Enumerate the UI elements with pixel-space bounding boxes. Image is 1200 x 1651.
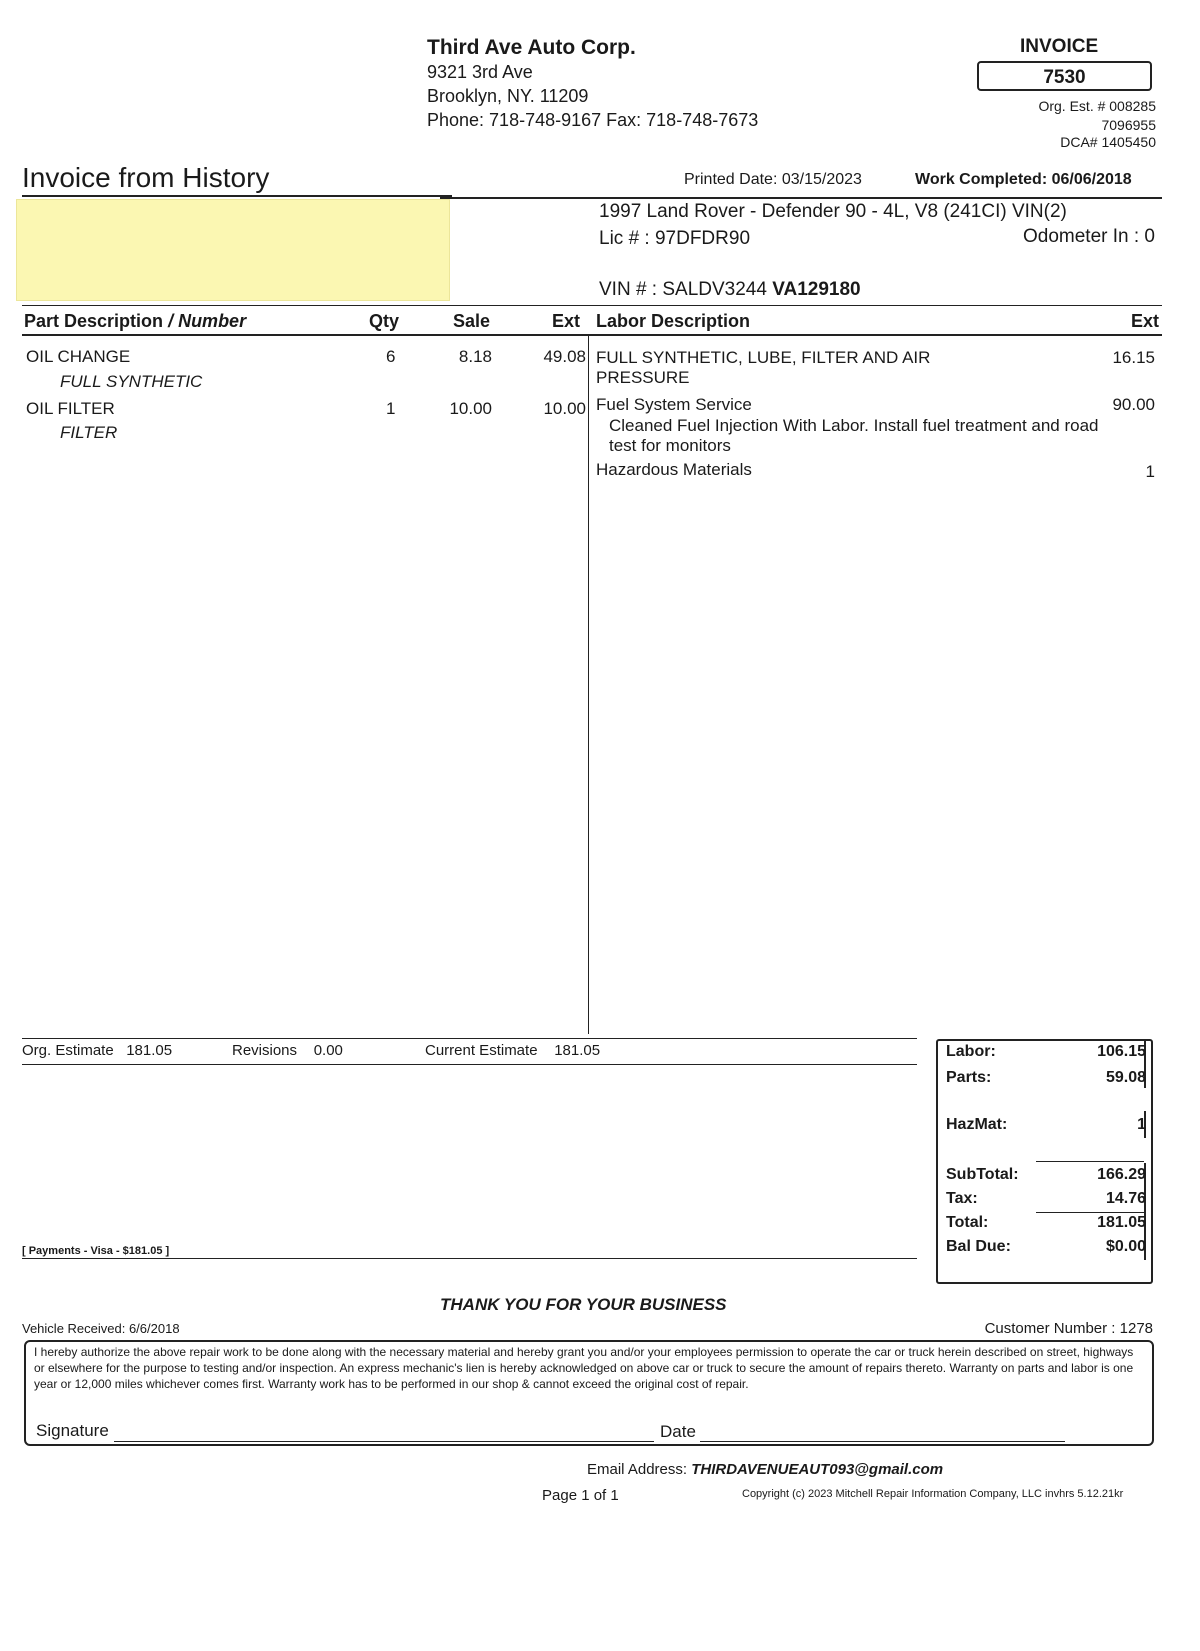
revisions-label: Revisions [232, 1042, 298, 1059]
copyright-notice: Copyright (c) 2023 Mitchell Repair Information Company, LLC invhrs 5.12.21kr [742, 1488, 1124, 1500]
page-number: Page 1 of 1 [542, 1487, 619, 1504]
part-2-qty: 1 [386, 399, 396, 418]
column-header-bottom-rule [22, 334, 1162, 336]
org-estimate-value: 181.05 [126, 1042, 173, 1059]
parts-total-label: Parts: [946, 1069, 992, 1086]
vin-suffix: VA129180 [772, 279, 861, 300]
subtotal-value: 166.29 [1097, 1166, 1146, 1183]
labor-2-detail-line2: test for monitors [609, 436, 731, 455]
qty-header: Qty [369, 311, 400, 331]
revisions [232, 1042, 343, 1059]
vin-prefix: VIN # : SALDV3244 [599, 279, 773, 300]
company-address-line1: 9321 3rd Ave [427, 62, 533, 82]
company-address-line2: Brooklyn, NY. 11209 [427, 86, 589, 106]
subtotal-label: SubTotal: [946, 1166, 1019, 1183]
authorization-text: I hereby authorize the above repair work to be done along with the necessary material and hereby grant you and/or your employees permission to operate the car or truck herein described on street, highways or elsewhere for the purpose to testing and/or inspection. An express mechanic's lien is hereby acknowledged on above car or truck to secure the amount of repairs thereto. Warranty on parts and labor is one year or 12,000 miles whichever comes first. Warranty work has to be performed in our shop & cannot exceed the original cost of repair. [34, 1345, 1134, 1391]
parts-labor-divider [588, 336, 589, 1034]
vehicle-received: Vehicle Received: 6/6/2018 [22, 1321, 180, 1336]
labor-2-ext: 90.00 [1112, 395, 1155, 414]
page-title: Invoice from History [22, 162, 270, 193]
total-rule [1036, 1212, 1144, 1213]
date-line [700, 1441, 1065, 1442]
odometer-in: Odometer In : 0 [1022, 226, 1155, 247]
email-address [587, 1461, 943, 1478]
total-value: 181.05 [1097, 1214, 1146, 1231]
part-1-number: FULL SYNTHETIC [60, 372, 203, 391]
labor-1-ext: 16.15 [1112, 348, 1155, 367]
reference-number: 7096955 [1101, 117, 1156, 133]
part-1-name: OIL CHANGE [26, 347, 131, 366]
part-1-ext: 49.08 [543, 347, 586, 366]
labor-description-header: Labor Description [596, 311, 751, 331]
vehicle-description: 1997 Land Rover - Defender 90 - 4L, V8 (241CI) VIN(2) [599, 201, 1067, 222]
part-2-ext: 10.00 [543, 399, 586, 418]
redacted-customer-info [16, 199, 450, 301]
part-2-number: FILTER [60, 423, 118, 442]
labor-total-label: Labor: [946, 1043, 996, 1060]
part-1-sale: 8.18 [458, 347, 492, 366]
part-number-label: / Number [168, 311, 247, 331]
part-2-sale: 10.00 [449, 399, 492, 418]
estimate-top-rule [22, 1038, 917, 1039]
work-completed-date: Work Completed: 06/06/2018 [915, 171, 1132, 188]
date-label: Date [660, 1422, 696, 1441]
part-description-header [24, 311, 246, 332]
labor-ext-header: Ext [1130, 311, 1159, 331]
customer-number: Customer Number : 1278 [984, 1320, 1153, 1337]
invoice-number: 7530 [977, 61, 1152, 91]
payments-note: [ Payments - Visa - $181.05 ] [22, 1245, 170, 1257]
labor-1-line2: PRESSURE [596, 368, 690, 387]
payments-rule [22, 1258, 917, 1259]
email-label: Email Address: [587, 1461, 688, 1478]
parts-total-value: 59.08 [1105, 1069, 1146, 1086]
company-phone-fax: Phone: 718-748-9167 Fax: 718-748-7673 [427, 110, 759, 130]
vin-number [599, 279, 861, 301]
balance-due-label: Bal Due: [946, 1238, 1011, 1255]
thank-you-message: THANK YOU FOR YOUR BUSINESS [440, 1295, 727, 1314]
labor-3-title: Hazardous Materials [596, 460, 752, 479]
parts-ext-header: Ext [551, 311, 580, 331]
part-description-label: Part Description [24, 311, 164, 331]
balance-due-value: $0.00 [1105, 1238, 1146, 1255]
column-header-top-rule [22, 305, 1162, 306]
sale-header: Sale [453, 311, 491, 331]
estimate-bottom-rule [22, 1064, 917, 1065]
part-2-name: OIL FILTER [26, 399, 115, 418]
org-estimate-number: Org. Est. # 008285 [1038, 98, 1156, 114]
org-estimate-label: Org. Estimate [22, 1042, 114, 1059]
org-estimate [22, 1042, 172, 1059]
printed-date: Printed Date: 03/15/2023 [684, 171, 862, 188]
labor-1-line1: FULL SYNTHETIC, LUBE, FILTER AND AIR [596, 348, 931, 367]
title-underline [22, 195, 452, 197]
total-label: Total: [946, 1214, 989, 1231]
email-value: THIRDAVENUEAUT093@gmail.com [691, 1461, 944, 1478]
header-divider [440, 197, 1162, 199]
part-1-qty: 6 [386, 347, 396, 366]
hazmat-value: 1 [1137, 1116, 1146, 1133]
current-estimate-label: Current Estimate [425, 1042, 538, 1059]
labor-3-ext: 1 [1145, 462, 1155, 481]
subtotal-rule [1036, 1161, 1144, 1162]
license-number: Lic # : 97DFDR90 [599, 228, 751, 249]
company-name: Third Ave Auto Corp. [427, 36, 636, 59]
tax-value: 14.76 [1105, 1190, 1146, 1207]
invoice-label: INVOICE [1020, 36, 1099, 57]
current-estimate [425, 1042, 600, 1059]
tax-label: Tax: [946, 1190, 978, 1207]
revisions-value: 0.00 [313, 1042, 343, 1059]
current-estimate-value: 181.05 [554, 1042, 601, 1059]
hazmat-label: HazMat: [946, 1116, 1008, 1133]
signature-label: Signature [36, 1421, 109, 1440]
labor-total-value: 106.15 [1097, 1043, 1146, 1060]
dca-number: DCA# 1405450 [1060, 134, 1156, 150]
labor-2-detail-line1: Cleaned Fuel Injection With Labor. Install fuel treatment and road [609, 416, 1099, 435]
labor-2-title: Fuel System Service [596, 395, 752, 414]
signature-line [114, 1441, 654, 1442]
